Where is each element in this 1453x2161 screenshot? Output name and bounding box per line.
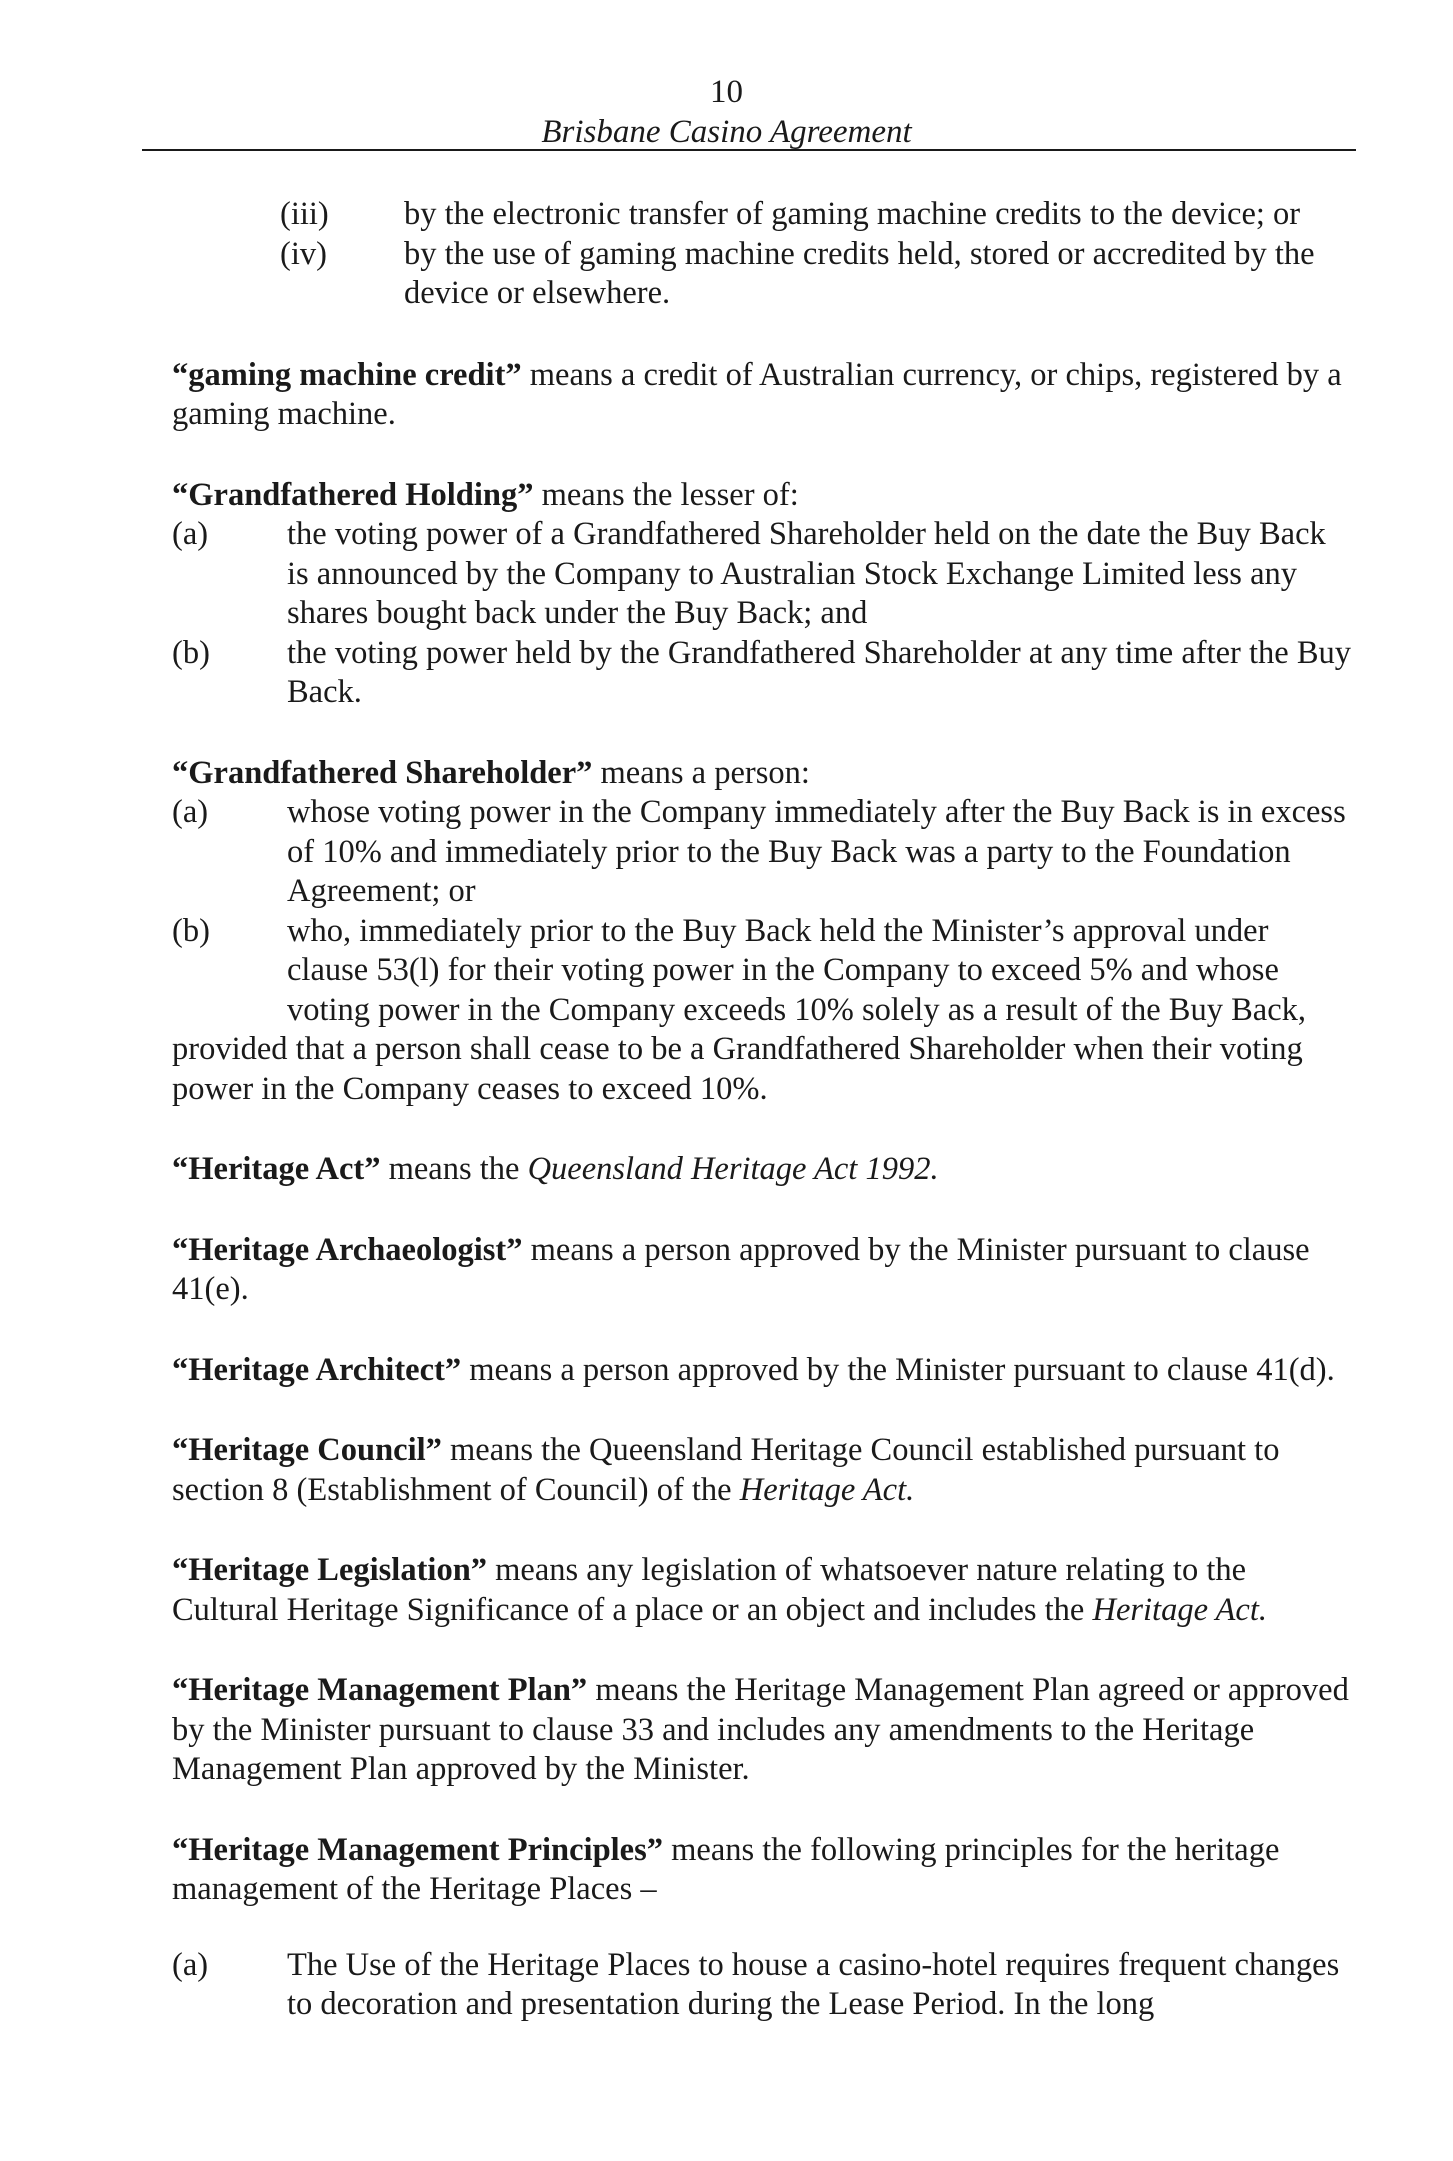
definition-term: “Heritage Management Plan” — [172, 1672, 588, 1708]
definition-text: means the following principles for the heritage management of the Heritage Places – — [172, 1831, 1280, 1907]
definition-term: “Heritage Council” — [172, 1432, 442, 1468]
list-item — [172, 634, 1352, 713]
definition-italic-reference: Heritage Act. — [1092, 1591, 1267, 1628]
definition-heritage-management-plan — [172, 1671, 1352, 1790]
definition-italic-reference: Heritage Act. — [739, 1471, 915, 1508]
definition-text: means a person: — [592, 754, 810, 791]
proviso-text: provided that a person shall cease to be a Grandfathered Shareholder when their voting power in the Company ceases to exceed 10%. — [172, 1031, 1303, 1107]
definition-heritage-archaeologist — [172, 1231, 1352, 1310]
list-item — [172, 515, 1352, 634]
definition-term: “Heritage Architect” — [172, 1351, 462, 1388]
definition-heritage-legislation — [172, 1551, 1352, 1630]
definition-italic-reference: Queensland Heritage Act 1992. — [527, 1151, 939, 1187]
sub-item-number: (iv) — [280, 235, 327, 272]
header-rule — [142, 149, 1356, 151]
definition-heritage-act — [172, 1150, 1352, 1190]
sub-item-iii — [172, 195, 1352, 235]
running-header-title: Brisbane Casino Agreement — [541, 114, 912, 150]
definition-heritage-architect — [172, 1351, 1352, 1391]
definition-text: means a person approved by the Minister pursuant to clause 41(d). — [461, 1351, 1335, 1388]
definition-text: means the — [380, 1151, 528, 1187]
list-item-number: (a) — [172, 1946, 209, 1983]
definition-gaming-machine-credit — [172, 356, 1352, 435]
list-item-number: (b) — [172, 912, 210, 949]
definition-term: “Grandfathered Shareholder” — [172, 754, 593, 791]
definition-heritage-management-principles — [172, 1831, 1352, 2025]
definition-text: means the Queensland Heritage Council established pursuant to section 8 (Establishment of Council) of the — [172, 1432, 1280, 1508]
list-item-text: The Use of the Heritage Places to house a casino-hotel requires frequent changes to decoration and presentation during the Lease Period. In the long — [287, 1946, 1340, 2022]
continued-sub-list — [172, 195, 1352, 314]
definition-text: means a credit of Australian currency, or chips, registered by a gaming machine. — [172, 356, 1342, 432]
definition-text: means the Heritage Management Plan agreed or approved by the Minister pursuant to clause 33 and includes any amendments to the Heritage Management Plan approved by the Minister. — [172, 1672, 1349, 1787]
definition-term: “gaming machine credit” — [172, 356, 522, 393]
definition-term: “Grandfathered Holding” — [172, 476, 534, 513]
sub-item-text: by the electronic transfer of gaming machine credits to the device; or — [404, 196, 1301, 232]
definition-term: “Heritage Act” — [172, 1151, 381, 1187]
definition-text: means the lesser of: — [533, 476, 799, 513]
list-item — [172, 1946, 1352, 2025]
definition-term: “Heritage Management Principles” — [172, 1831, 663, 1868]
page-number: 10 — [710, 74, 743, 110]
list-item-text: who, immediately prior to the Buy Back held the Minister’s approval under clause 53(l) for their voting power in the Company to exceed 5% and whose voting power in the Company exceeds 10% solely as a result of the Buy Back, — [287, 912, 1307, 1028]
sub-item-number: (iii) — [280, 196, 329, 232]
list-item-text: the voting power of a Grandfathered Shareholder held on the date the Buy Back is announced by the Company to Australian Stock Exchange Limited less any shares bought back under the Buy Back; and — [287, 516, 1326, 631]
list-item-number: (a) — [172, 794, 209, 830]
definition-term: “Heritage Archaeologist” — [172, 1231, 523, 1268]
definition-grandfathered-shareholder — [172, 754, 1352, 1110]
definition-text: means a person approved by the Minister pursuant to clause 41(e). — [172, 1231, 1310, 1307]
list-item-number: (a) — [172, 516, 209, 552]
list-item-number: (b) — [172, 634, 210, 671]
list-item-text: the voting power held by the Grandfathered Shareholder at any time after the Buy Back. — [287, 634, 1352, 710]
definition-text: means any legislation of whatsoever nature relating to the Cultural Heritage Significance of a place or an object and includes the — [172, 1552, 1247, 1628]
sub-item-text: by the use of gaming machine credits held, stored or accredited by the device or elsewhere. — [404, 235, 1315, 311]
list-item — [172, 912, 1352, 1031]
definition-term: “Heritage Legislation” — [172, 1552, 488, 1588]
list-item-text: whose voting power in the Company immediately after the Buy Back is in excess of 10% and immediately prior to the Buy Back was a party to the Foundation Agreement; or — [287, 794, 1346, 909]
sub-item-iv — [172, 235, 1352, 314]
list-item — [172, 793, 1352, 912]
definition-heritage-council — [172, 1431, 1352, 1510]
document-body — [172, 195, 1352, 2025]
definition-grandfathered-holding — [172, 476, 1352, 713]
